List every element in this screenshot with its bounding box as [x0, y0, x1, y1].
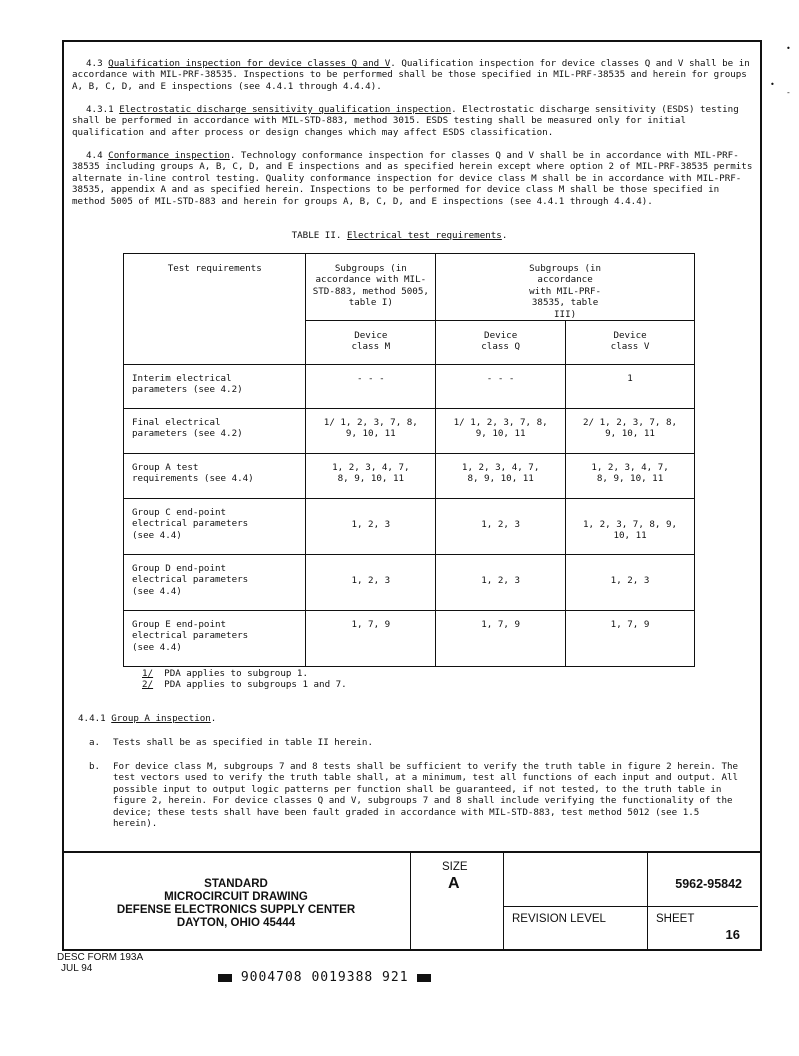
- title-block-sheet: SHEET 16: [656, 913, 740, 942]
- form-label: DESC FORM 193A JUL 94: [57, 952, 144, 974]
- section-4-3: 4.3 Qualification inspection for device classes Q and V. Qualification inspection for device classes Q and V shall be in accordance with MIL-PRF-38535. Inspections to be performed shall be those specified in MIL-PRF-38535 and herein for groups A, B, C, D, and E inspections (see 4.4.1 through 4.4.4).: [72, 58, 750, 92]
- section-4-3-heading: Qualification inspection for device classes Q and V: [108, 58, 391, 69]
- section-4-3-1-text: . Electrostatic discharge sensitivity (ESDS) testing shall be performed in accordance with MIL-STD-883, method 3015. ESDS testing shall be measured only for initial qualification and after process or design changes which may affect ESDS classification.: [72, 104, 739, 138]
- section-4-4-1-heading: 4.4.1 Group A inspection.: [78, 713, 217, 724]
- section-4-3-text: . Qualification inspection for device classes Q and V shall be in accordance with MIL-PRF-38535. Inspections to be performed shall be those specified in MIL-PRF-38535 and herein for groups A, B, C, D, and E inspections (see 4.4.1 through 4.4.4).: [72, 58, 750, 92]
- title-block-drawing-number: 5962-95842: [648, 853, 758, 907]
- footnote-2: 2/ PDA applies to subgroups 1 and 7.: [142, 679, 347, 691]
- section-4-4-heading: Conformance inspection: [108, 150, 230, 161]
- table-row: Group E end-point electrical parameters (see 4.4) 1, 7, 9 1, 7, 9 1, 7, 9: [124, 611, 695, 667]
- section-4-3-1-heading: Electrostatic discharge sensitivity qualification inspection: [119, 104, 452, 115]
- document-control-number: 9004708 0019388 921: [218, 970, 431, 985]
- edge-dot: -: [786, 88, 791, 97]
- list-item: a. Tests shall be as specified in table II herein.: [89, 737, 373, 748]
- table-caption: TABLE II. Electrical test requirements.: [291, 230, 508, 241]
- table-row: Group D end-point electrical parameters (see 4.4) 1, 2, 3 1, 2, 3 1, 2, 3: [124, 555, 695, 611]
- edge-dot: •: [786, 44, 791, 53]
- section-4-4: 4.4 Conformance inspection. Technology conformance inspection for classes Q and V shall be in accordance with MIL-PRF-38535 including groups A, B, C, D, and E inspections and as specified herein except where option 2 of MIL-PRF-38535 permits alternate in-line control testing. Quality conformance inspection for device class M shall be in accordance with MIL-PRF-38535, appendix A and as specified herein. Inspections to be performed for device class M shall be those specified in method 5005 of MIL-STD-883 and herein for groups A, B, C, D, and E inspections (see 4.4.1 through 4.4.4).: [72, 150, 753, 207]
- section-4-3-1: 4.3.1 Electrostatic discharge sensitivity qualification inspection. Electrostatic discharge sensitivity (ESDS) testing shall be performed in accordance with MIL-STD-883, method 3015. ESDS testing shall be measured only for initial qualification and after process or design changes which may affect ESDS classification.: [72, 104, 739, 138]
- title-block: [62, 851, 762, 951]
- table-row: Group A test requirements (see 4.4) 1, 2, 3, 4, 7, 8, 9, 10, 11 1, 2, 3, 4, 7, 8, 9, 10, 11 1, 2, 3, 4, 7, 8, 9, 10, 11: [124, 454, 695, 499]
- electrical-test-requirements-table: [123, 253, 695, 667]
- title-block-size: SIZE A: [410, 853, 504, 951]
- header-class-m: Device class M: [306, 321, 436, 365]
- table-row: Final electrical parameters (see 4.2) 1/ 1, 2, 3, 7, 8, 9, 10, 11 1/ 1, 2, 3, 7, 8, 9, 10, 11 2/ 1, 2, 3, 7, 8, 9, 10, 11: [124, 409, 695, 454]
- header-class-q: Device class Q: [436, 321, 566, 365]
- edge-dot: •: [770, 80, 775, 89]
- title-block-cage-cell: [504, 853, 648, 907]
- header-subgroups-883: Subgroups (in accordance with MIL-STD-883, method 5005, table I): [306, 254, 436, 321]
- table-row: Interim electrical parameters (see 4.2) - - - - - - 1: [124, 365, 695, 409]
- title-block-revision-level: REVISION LEVEL: [504, 907, 648, 951]
- bar-block-right: [417, 974, 431, 982]
- table-row: Group C end-point electrical parameters (see 4.4) 1, 2, 3 1, 2, 3 1, 2, 3, 7, 8, 9, 10, 11: [124, 499, 695, 555]
- header-subgroups-38535: Subgroups (in accordance with MIL-PRF-38535, table III): [436, 254, 695, 321]
- section-4-4-text: . Technology conformance inspection for classes Q and V shall be in accordance with MIL-PRF-38535 including groups A, B, C, D, and E inspections and as specified herein except where option 2 of MIL-PRF-38535 permits alternate in-line control testing. Quality conformance inspection for device class M shall be in accordance with MIL-PRF-38535, appendix A and as specified herein. Inspections to be performed for device class M shall be those specified in method 5005 of MIL-STD-883 and herein for groups A, B, C, D, and E inspections (see 4.4.1 through 4.4.4).: [72, 150, 753, 207]
- list-item: b. For device class M, subgroups 7 and 8 tests shall be sufficient to verify the truth table in figure 2 herein. The test vectors used to verify the truth table shall, at a minimum, test all functions of each input and output. All possible input to output logic patterns per function shall be guaranteed, if not tested, to the truth table in figure 2, herein. For device classes Q and V, subgroups 7 and 8 shall include verifying the functionality of the device; these tests shall have been fault graded in accordance with MIL-STD-883, test method 5012 (see 1.5 herein).: [89, 761, 739, 830]
- header-test-requirements: Test requirements: [124, 254, 306, 365]
- table-footnotes: [142, 668, 347, 691]
- title-block-agency: STANDARD MICROCIRCUIT DRAWING DEFENSE ELECTRONICS SUPPLY CENTER DAYTON, OHIO 45444: [62, 853, 411, 951]
- footnote-1: 1/ PDA applies to subgroup 1.: [142, 668, 308, 679]
- bar-block-left: [218, 974, 232, 982]
- header-class-v: Device class V: [566, 321, 695, 365]
